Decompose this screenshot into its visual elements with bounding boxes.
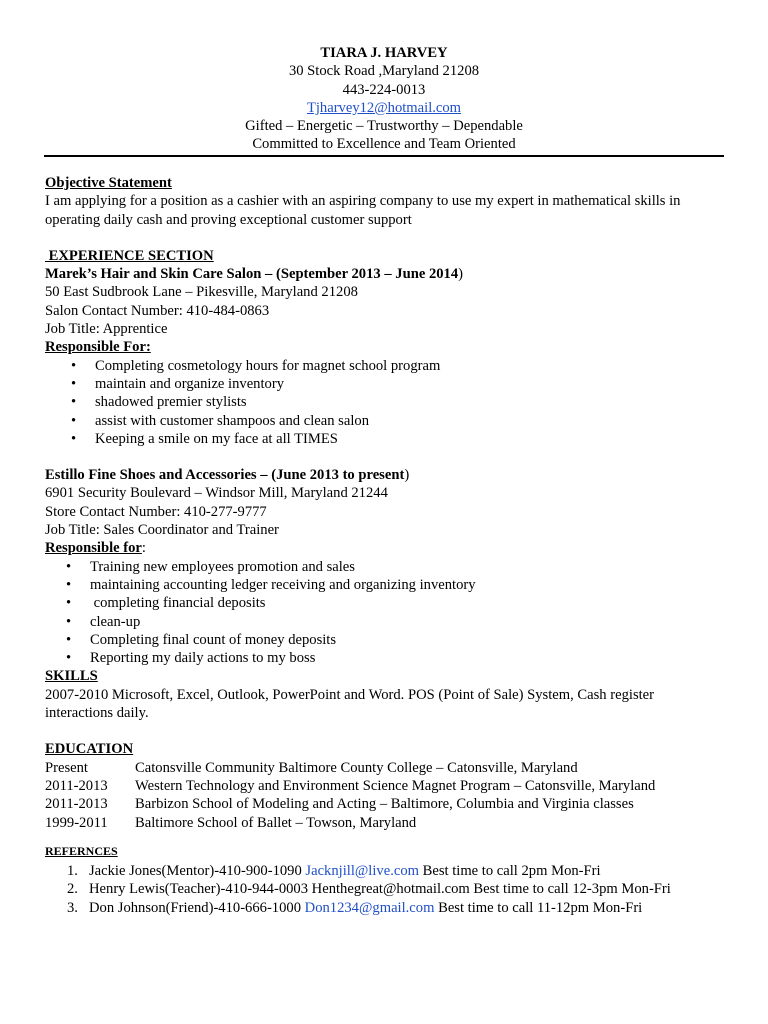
bullet-icon: • xyxy=(71,357,77,374)
duty-text: Completing final count of money deposits xyxy=(90,631,337,648)
bullet-icon: • xyxy=(66,595,72,612)
duty-text: maintaining accounting ledger receiving and organizing inventory xyxy=(90,576,476,593)
skills-text: 2007-2010 Microsoft, Excel, Outlook, PowerPoint and Word. POS (Point of Sale) System, Cash register interactions daily. xyxy=(45,686,655,722)
employer-address: 6901 Security Boulevard – Windsor Mill, Maryland 21244 xyxy=(45,485,388,502)
duty-text: completing financial deposits xyxy=(90,595,266,612)
list-item xyxy=(45,594,725,612)
reference-item xyxy=(45,880,725,898)
reference-number: 3. xyxy=(67,899,78,916)
responsibilities-suffix: : xyxy=(141,540,146,557)
list-item xyxy=(45,649,725,667)
education-heading: EDUCATION xyxy=(45,741,134,758)
employer-address: 50 East Sudbrook Lane – Pikesville, Maryland 21208 xyxy=(45,284,358,301)
education-row xyxy=(45,795,725,813)
bullet-icon: • xyxy=(66,613,72,630)
experience-heading: EXPERIENCE SECTION xyxy=(45,247,214,264)
job-entry xyxy=(45,265,725,448)
education-row xyxy=(45,759,725,777)
education-school: Catonsville Community Baltimore County College – Catonsville, Maryland xyxy=(135,759,578,776)
reference-contact: Jackie Jones(Mentor)-410-900-1090 xyxy=(89,863,306,880)
duty-text: assist with customer shampoos and clean salon xyxy=(95,412,369,429)
duty-text: Completing cosmetology hours for magnet school program xyxy=(95,357,441,374)
list-item xyxy=(45,576,725,594)
duties-list xyxy=(45,357,725,448)
job-dates-close: ) xyxy=(458,266,464,283)
reference-call-time: Best time to call 2pm Mon-Fri xyxy=(418,863,601,880)
list-item xyxy=(45,393,725,411)
employer-name: Estillo Fine Shoes and Accessories – ( xyxy=(45,467,277,484)
education-row xyxy=(45,814,725,832)
duty-text: Training new employees promotion and sales xyxy=(90,558,355,575)
resume-header xyxy=(0,44,768,154)
bullet-icon: • xyxy=(66,631,72,648)
objective-heading: Objective Statement xyxy=(45,175,172,191)
employer-contact: Salon Contact Number: 410-484-0863 xyxy=(45,302,270,319)
employer-contact: Store Contact Number: 410-277-9777 xyxy=(45,503,267,520)
skills-heading: SKILLS xyxy=(45,668,98,685)
list-item xyxy=(45,613,725,631)
bullet-icon: • xyxy=(71,394,77,411)
education-school: Barbizon School of Modeling and Acting – Baltimore, Columbia and Virginia classes xyxy=(135,796,634,813)
bullet-icon: • xyxy=(71,375,77,392)
list-item xyxy=(45,558,725,576)
duty-text: shadowed premier stylists xyxy=(95,394,247,411)
reference-email: Henthegreat@hotmail.com xyxy=(311,881,470,898)
job-dates: September 2013 – June 2014 xyxy=(280,266,459,283)
employer-name: Marek’s Hair and Skin Care Salon – ( xyxy=(45,266,281,283)
reference-number: 2. xyxy=(67,881,78,898)
references-list xyxy=(45,862,725,917)
job-dates: June 2013 to present xyxy=(276,467,405,484)
bullet-icon: • xyxy=(71,412,77,429)
job-title: Job Title: Apprentice xyxy=(45,321,168,338)
job-entry xyxy=(45,466,725,667)
email-link[interactable]: Tjharvey12@hotmail.com xyxy=(306,99,462,116)
phone-line: 443-224-0013 xyxy=(342,81,426,98)
job-employer-line xyxy=(45,265,725,283)
list-item xyxy=(45,430,725,448)
reference-contact: Henry Lewis(Teacher)-410-944-0003 xyxy=(89,881,312,898)
duty-text: clean-up xyxy=(90,613,141,630)
reference-email-link[interactable]: Jacknjill@live.com xyxy=(305,863,419,880)
education-years: 2011-2013 xyxy=(45,777,108,794)
duty-text: Reporting my daily actions to my boss xyxy=(90,650,316,667)
reference-call-time: Best time to call 11-12pm Mon-Fri xyxy=(434,899,643,916)
bullet-icon: • xyxy=(66,576,72,593)
references-heading: REFERNCES xyxy=(45,843,118,858)
traits-line: Gifted – Energetic – Trustworthy – Dependable xyxy=(245,118,523,135)
education-years: Present xyxy=(45,759,88,776)
reference-item xyxy=(45,899,725,917)
bullet-icon: • xyxy=(66,558,72,575)
applicant-name: TIARA J. HARVEY xyxy=(320,45,448,61)
responsibilities-label: Responsible For: xyxy=(45,339,151,356)
reference-email-link[interactable]: Don1234@gmail.com xyxy=(304,899,435,916)
header-divider xyxy=(44,155,724,157)
reference-item xyxy=(45,862,725,880)
education-list xyxy=(45,759,725,832)
list-item xyxy=(45,357,725,375)
job-title: Job Title: Sales Coordinator and Trainer xyxy=(45,522,279,539)
education-school: Baltimore School of Ballet – Towson, Maryland xyxy=(135,814,417,831)
duties-list xyxy=(45,558,725,668)
education-years: 1999-2011 xyxy=(45,814,108,831)
reference-number: 1. xyxy=(67,863,78,880)
resume-body xyxy=(45,174,725,917)
reference-contact: Don Johnson(Friend)-410-666-1000 xyxy=(89,899,305,916)
tagline: Committed to Excellence and Team Oriented xyxy=(252,136,516,153)
bullet-icon: • xyxy=(66,650,72,667)
objective-text: I am applying for a position as a cashier with an aspiring company to use my expert in mathematical skills in operating daily cash and proving exceptional customer support xyxy=(45,193,681,228)
job-employer-line xyxy=(45,466,725,484)
list-item xyxy=(45,375,725,393)
job-dates-close: ) xyxy=(404,467,410,484)
address-line: 30 Stock Road ,Maryland 21208 xyxy=(288,63,480,80)
duty-text: maintain and organize inventory xyxy=(95,375,284,392)
education-row xyxy=(45,777,725,795)
list-item xyxy=(45,631,725,649)
bullet-icon: • xyxy=(71,430,77,447)
list-item xyxy=(45,412,725,430)
reference-call-time: Best time to call 12-3pm Mon-Fri xyxy=(469,881,671,898)
duty-text: Keeping a smile on my face at all TIMES xyxy=(95,430,338,447)
education-school: Western Technology and Environment Science Magnet Program – Catonsville, Maryland xyxy=(135,777,656,794)
responsibilities-label: Responsible for xyxy=(45,540,142,557)
education-years: 2011-2013 xyxy=(45,796,108,813)
